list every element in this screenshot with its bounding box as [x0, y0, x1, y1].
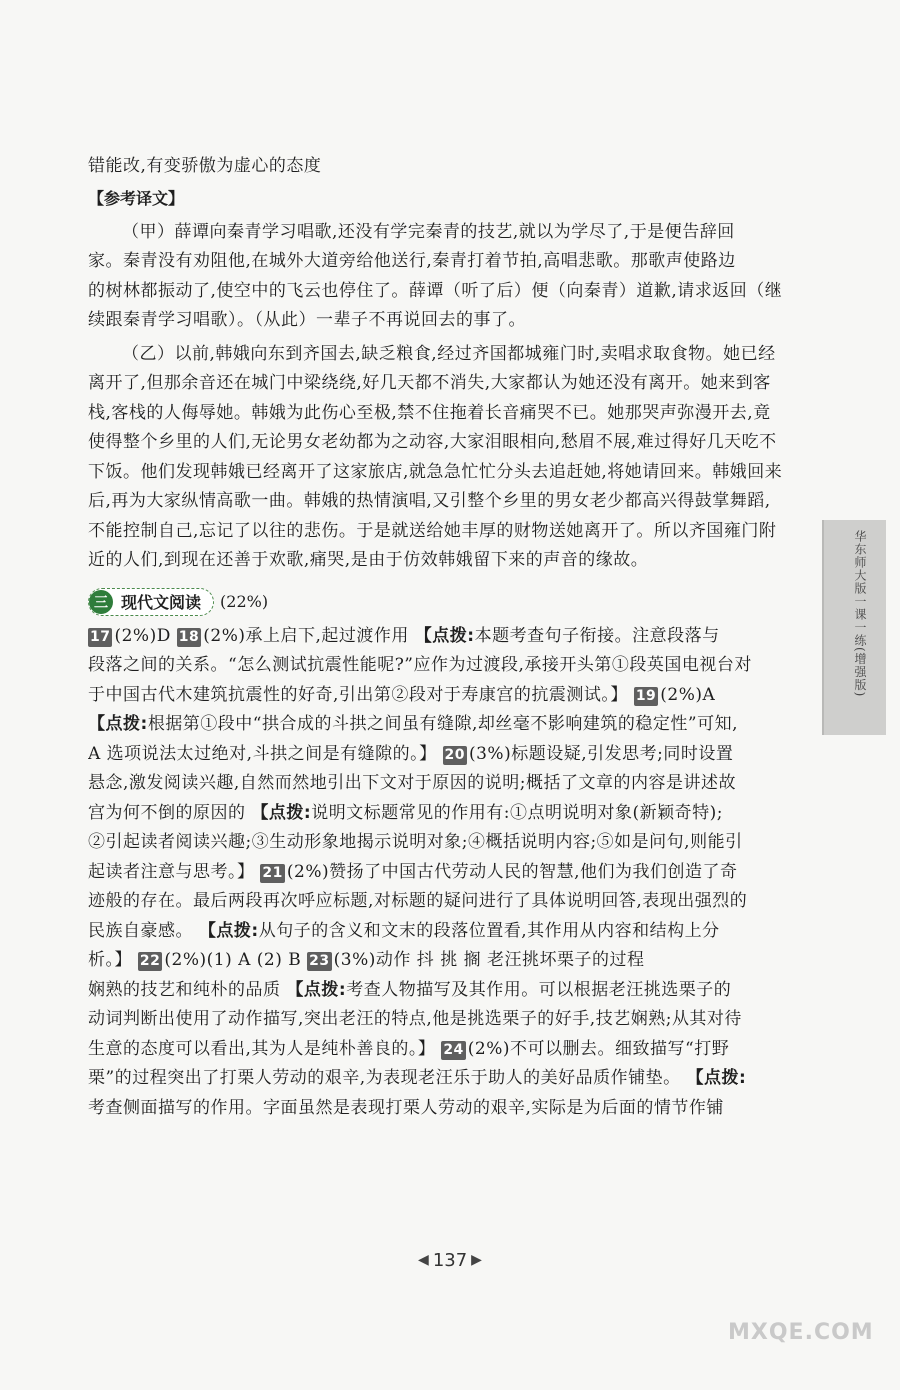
right-triangle-icon: ▶ [471, 1252, 482, 1268]
answer-text: (2%)(1) A (2) B [164, 950, 308, 970]
question-number-badge: 24 [443, 1041, 464, 1058]
answer-line [88, 799, 788, 829]
answer-line [88, 946, 788, 976]
answer-text: (2%)不可以删去。细致描写“打野 [467, 1038, 730, 1059]
hint-text: 本题考查句子衔接。注意段落与 [474, 625, 720, 646]
hint-label: 【点拨: [198, 920, 259, 941]
answer-line [88, 1035, 788, 1065]
answer-line [88, 858, 788, 888]
question-number-badge: 22 [139, 953, 161, 969]
hint-text: 生意的态度可以看出,其为人是纯朴善良的。】 [88, 1038, 436, 1059]
question-number-badge: 19 [635, 687, 657, 704]
paragraph-line: 下饭。他们发现韩娥已经离开了这家旅店,就急急忙忙分头去追赶她,将她请回来。韩娥回来 [88, 461, 783, 482]
paragraph-line: 近的人们,到现在还善于欢歌,痛哭,是由于仿效韩娥留下来的声音的缘故。 [88, 550, 649, 570]
paragraph-line: 离开了,但那余音还在城门中梁绕绕,好几天都不消失,大家都认为她还没有离开。她来到客 [88, 373, 771, 393]
reference-translation-heading: 【参考译文】 [88, 188, 185, 208]
side-tab [822, 520, 886, 735]
section-header [88, 588, 788, 616]
hint-label: 【点拨: [88, 714, 148, 734]
answer-line [88, 740, 788, 770]
answer-line: 动词判断出使用了动作描写,突出老汪的特点,他是挑选栗子的好手,技艺娴熟;从其对待 [88, 1009, 742, 1029]
question-number-badge: 17 [90, 628, 111, 645]
answer-line [88, 1064, 788, 1094]
paragraph-line: 使得整个乡里的人们,无论男女老幼都为之动容,大家泪眼相向,愁眉不展,难过得好几天吃不 [88, 432, 777, 452]
paragraph-yi [88, 340, 788, 576]
hint-text: 根据第①段中“拱合成的斗拱之间虽有缝隙,却丝毫不影响建筑的稳定性”可知, [147, 714, 739, 734]
section-score: (22%) [220, 592, 269, 611]
content-column [88, 152, 788, 1123]
section-title: 现代文阅读 [121, 593, 202, 612]
answer-line [88, 622, 788, 652]
paragraph-line: 的树林都振动了,使空中的飞云也停住了。薛谭（听了后）便（向秦青）道歉,请求返回（继 [88, 280, 783, 301]
section-tag [88, 588, 214, 616]
hint-label: 【点拨: [251, 802, 312, 823]
hint-text: 考查人物描写及其作用。可以根据老汪挑选栗子的 [346, 979, 732, 1000]
paragraph-line: 后,再为大家纵情高歌一曲。韩娥的热情演唱,又引整个乡里的男女老少都高兴得鼓掌舞蹈, [88, 491, 771, 511]
answer-text: (2%)A [660, 684, 716, 705]
answer-text: 娴熟的技艺和纯朴的品质 [88, 979, 287, 1000]
question-number-badge: 21 [262, 864, 283, 881]
answer-line: ②引起读者阅读兴趣;③生动形象地揭示说明对象;④概括说明内容;⑤如是问句,则能引 [88, 832, 743, 852]
question-number-badge: 23 [309, 953, 330, 969]
paragraph-line: （甲）薛谭向秦青学习唱歌,还没有学完秦青的技艺,就以为学尽了,于是便告辞回 [122, 221, 735, 242]
top-line: 错能改,有变骄傲为虚心的态度 [88, 156, 322, 176]
answer-text: (2%)承上启下,起过渡作用 [203, 625, 415, 646]
answer-line [88, 681, 788, 711]
answer-line [88, 976, 788, 1006]
hint-text: 起读者注意与思考。】 [88, 861, 255, 882]
hint-text: A 选项说法太过绝对,斗拱之间是有缝隙的。】 [88, 743, 437, 764]
answer-text: 民族自豪感。 [88, 920, 199, 941]
paragraph-line: 不能控制自己,忘记了以往的悲伤。于是就送给她丰厚的财物送她离开了。所以齐国雍门附 [88, 520, 777, 541]
question-number-badge: 20 [444, 746, 465, 763]
hint-label: 【点拨: [686, 1068, 747, 1088]
answer-text: (3%)动作 抖 挑 搁 老汪挑坏栗子的过程 [333, 950, 645, 970]
hint-text: 析。】 [88, 950, 132, 970]
paragraph-line: （乙）以前,韩娥向东到齐国去,缺乏粮食,经过齐国都城雍门时,卖唱求取食物。她已经 [122, 343, 776, 364]
question-number-badge: 18 [178, 628, 200, 645]
paragraph-jia [88, 218, 788, 336]
side-tab-text: 华东师大版一课一练(增强版) [853, 530, 867, 698]
answer-text: (2%)赞扬了中国古代劳动人民的智慧,他们为我们创造了奇 [286, 861, 738, 882]
answer-line [88, 917, 788, 947]
paragraph-line: 续跟秦青学习唱歌）。（从此）一辈子不再说回去的事了。 [88, 310, 526, 330]
answer-text: (3%)标题设疑,引发思考;同时设置 [468, 743, 734, 764]
hint-text: 说明文标题常见的作用有:①点明说明对象(新颖奇特); [311, 802, 723, 823]
answer-line: 考查侧面描写的作用。字面虽然是表现打栗人劳动的艰辛,实际是为后面的情节作铺 [88, 1097, 724, 1118]
page-footer [0, 1250, 900, 1271]
answer-text: 宫为何不倒的原因的 [88, 802, 252, 823]
answer-line: 段落之间的关系。“怎么测试抗震性能呢?”应作为过渡段,承接开头第①段英国电视台对 [88, 655, 752, 675]
hint-text: 从句子的含义和文末的段落位置看,其作用从内容和结构上分 [258, 920, 720, 941]
hint-label: 【点拨: [286, 979, 347, 1000]
answer-line [88, 710, 788, 740]
watermark: MXQE.COM [728, 1320, 874, 1345]
hint-text: 于中国古代木建筑抗震性的好奇,引出第②段对于寿康宫的抗震测试。】 [88, 684, 628, 705]
paragraph-line: 栈,客栈的人侮辱她。韩娥为此伤心至极,禁不住拖着长音痛哭不已。她那哭声弥漫开去,竟 [88, 402, 771, 423]
answer-text: (2%)D [114, 625, 177, 646]
left-triangle-icon: ◀ [418, 1252, 429, 1268]
page-number: 137 [432, 1250, 468, 1271]
answer-text: 栗”的过程突出了打栗人劳动的艰辛,为表现老汪乐于助人的美好品质作铺垫。 [88, 1068, 687, 1088]
answer-line: 迹般的存在。最后两段再次呼应标题,对标题的疑问进行了具体说明回答,表现出强烈的 [88, 891, 748, 911]
section-number-badge: 三 [89, 590, 113, 614]
answer-line: 悬念,激发阅读兴趣,自然而然地引出下文对于原因的说明;概括了文章的内容是讲述故 [88, 773, 737, 793]
hint-label: 【点拨: [414, 625, 475, 646]
paragraph-line: 家。秦青没有劝阻他,在城外大道旁给他送行,秦青打着节拍,高唱悲歌。那歌声使路边 [88, 251, 736, 271]
